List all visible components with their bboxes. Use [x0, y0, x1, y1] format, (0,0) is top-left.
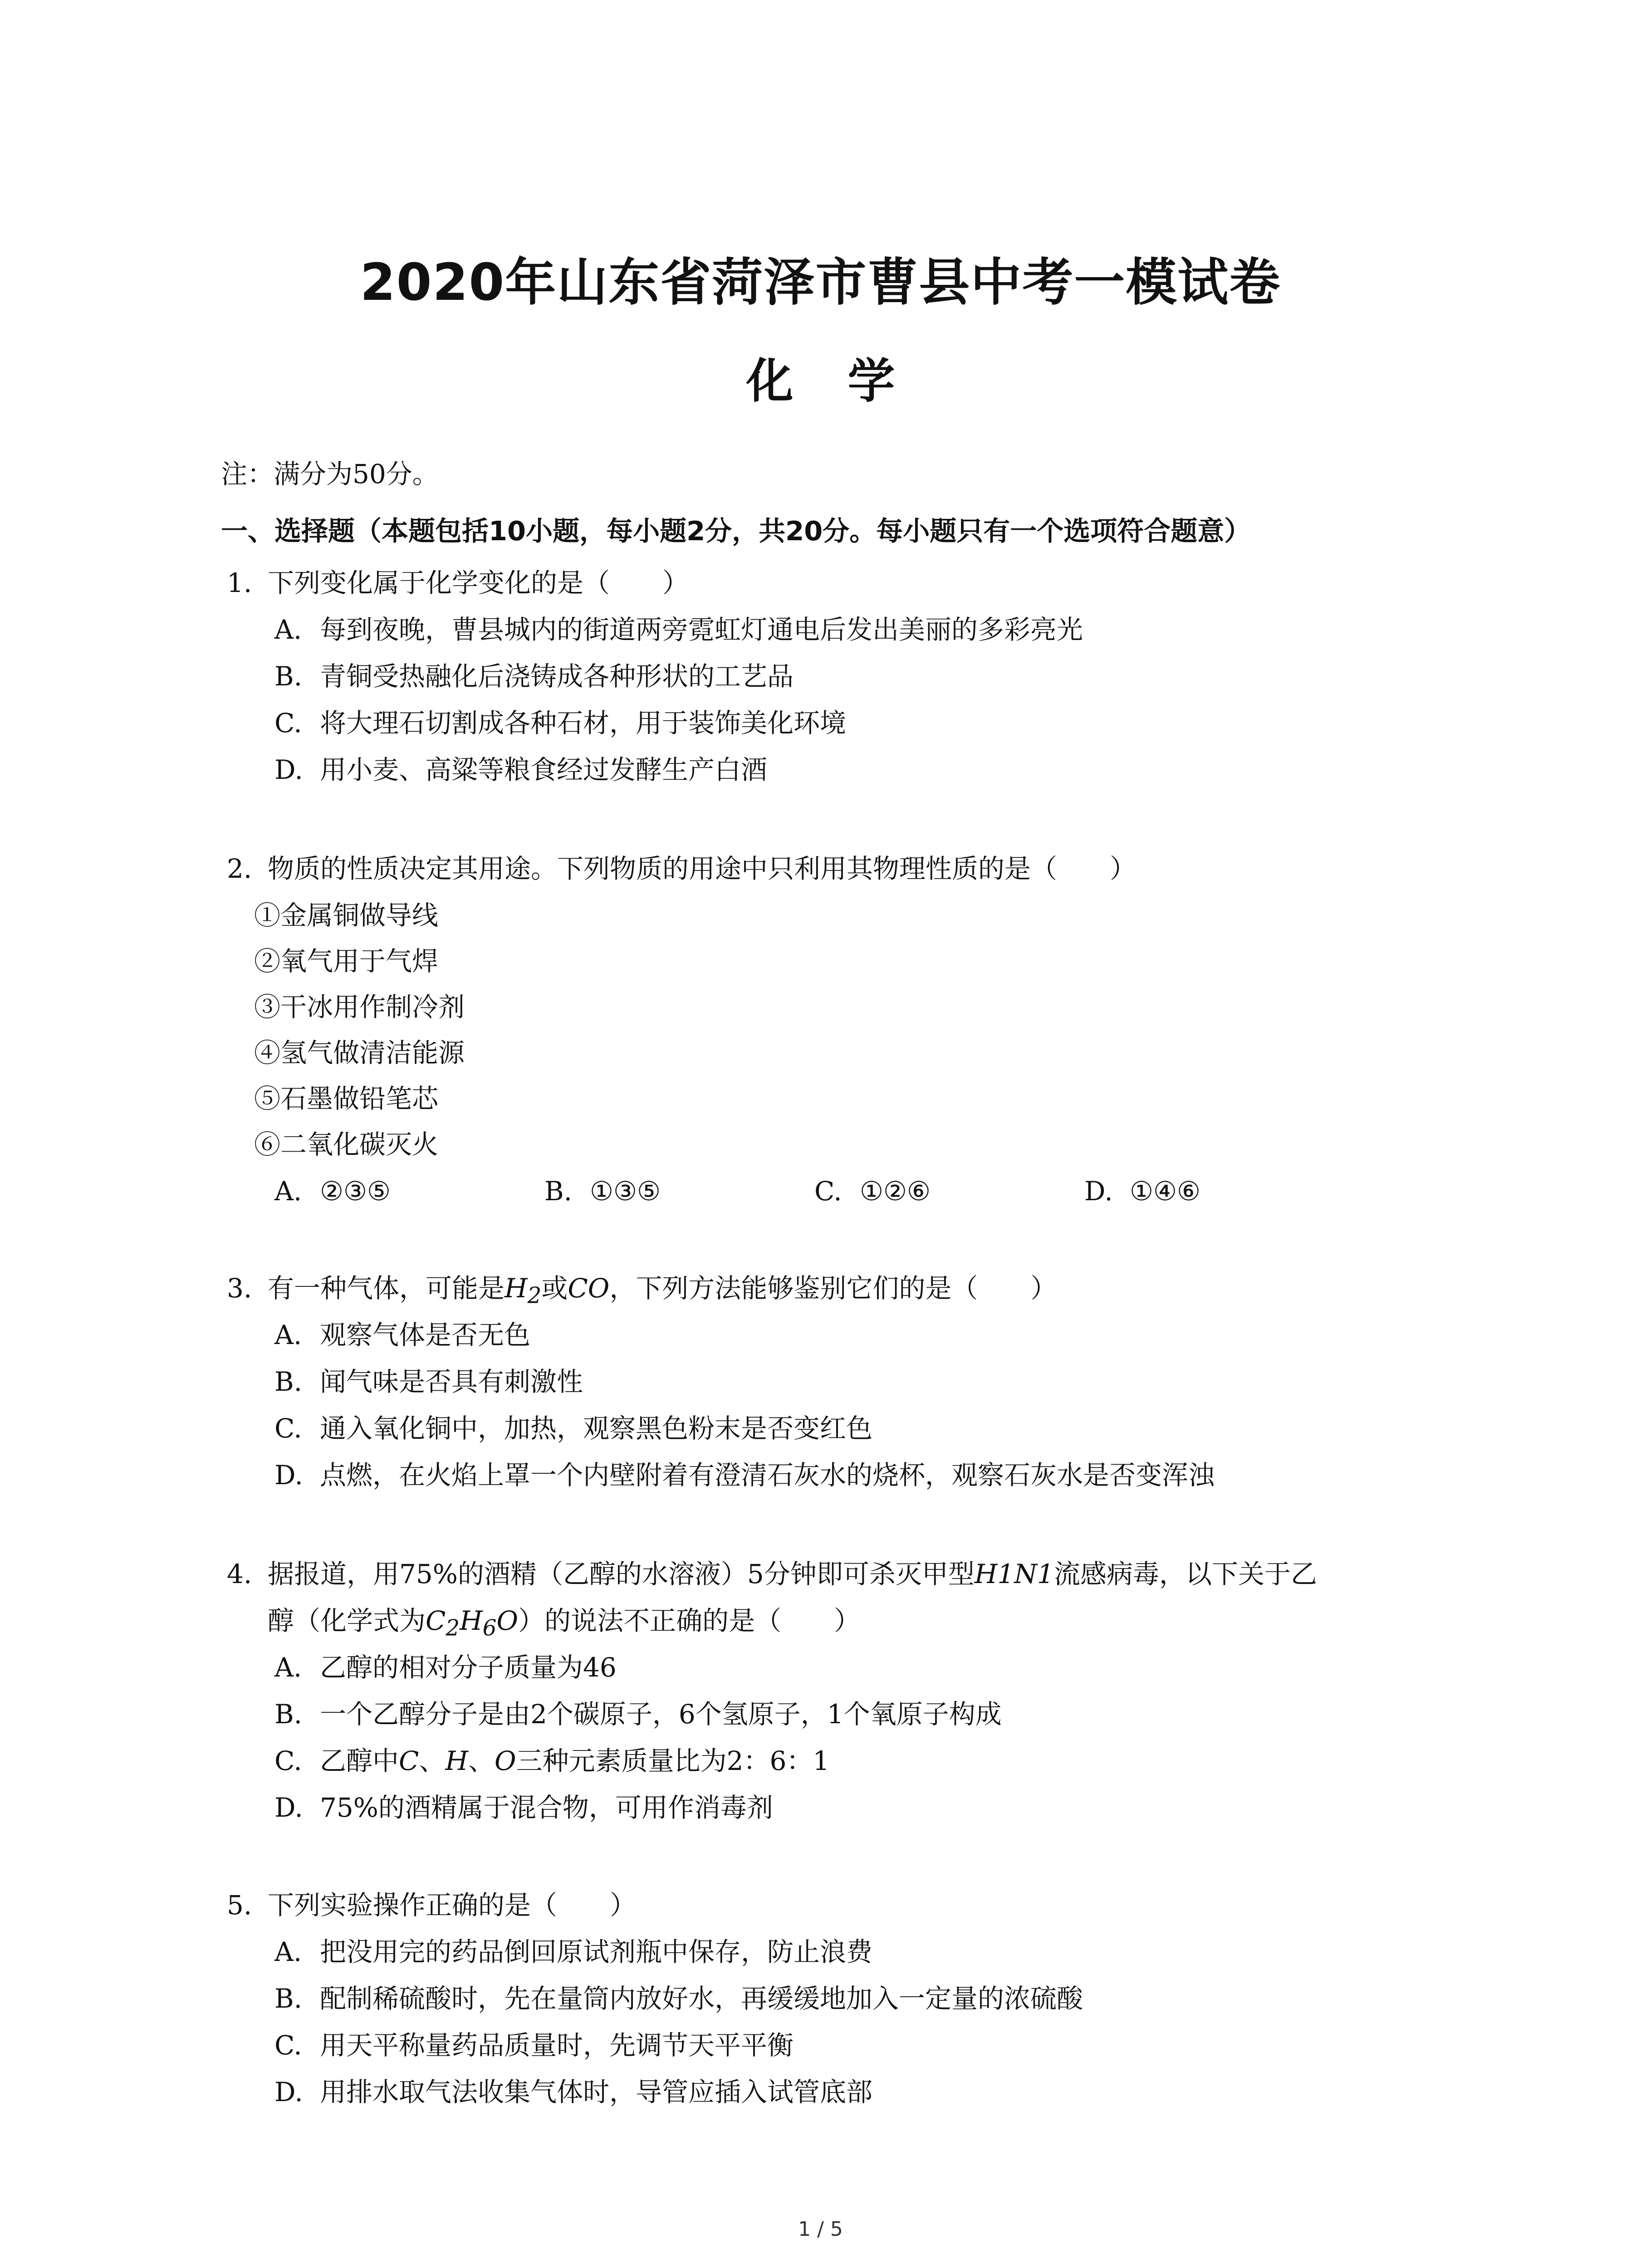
option-letter: B.: [274, 1983, 303, 2014]
option-letter: D.: [274, 2077, 303, 2107]
q2-item-1: ①金属铜做导线: [254, 900, 439, 931]
option-text: 用小麦、高粱等粮食经过发酵生产白酒: [320, 754, 768, 785]
option-letter: B.: [544, 1176, 573, 1207]
option-letter: B.: [274, 1699, 303, 1730]
q2-option-b: [544, 1168, 661, 1214]
subject-title: 化学: [746, 353, 950, 409]
option-letter: D.: [274, 754, 303, 785]
q4-option-b: [274, 1691, 1002, 1737]
option-text: 乙醇的相对分子质量为46: [320, 1652, 617, 1683]
option-text: 通入氧化铜中，加热，观察黑色粉末是否变红色: [320, 1413, 873, 1444]
question-number: 5.: [227, 1890, 252, 1921]
formula-subscript: 6: [482, 1615, 497, 1641]
q5-option-a: [274, 1929, 872, 1975]
page-number: 1 / 5: [798, 2218, 843, 2241]
option-text: 配制稀硫酸时，先在量筒内放好水，再缓缓地加入一定量的浓硫酸: [320, 1983, 1083, 2014]
q1-option-a: [274, 607, 1083, 652]
q4-option-c: [274, 1738, 829, 1784]
question-stem-post: ）的说法不正确的是（ ）: [518, 1605, 861, 1636]
q2-item-6: ⑥二氧化碳灭火: [254, 1129, 439, 1160]
option-letter: C.: [274, 1413, 302, 1444]
q5-option-b: [274, 1976, 1083, 2021]
option-letter: B.: [274, 661, 303, 692]
option-letter: A.: [274, 1652, 302, 1683]
option-letter: A.: [274, 614, 302, 645]
question-5: [227, 1882, 636, 1928]
question-4-line-1: [227, 1551, 1317, 1597]
question-number: 2.: [227, 853, 252, 884]
option-text: 点燃，在火焰上罩一个内壁附着有澄清石灰水的烧杯，观察石灰水是否变浑浊: [320, 1460, 1215, 1491]
option-letter: D.: [1084, 1176, 1113, 1207]
option-text: 一个乙醇分子是由2个碳原子，6个氢原子，1个氧原子构成: [320, 1699, 1002, 1730]
q3-option-a: [274, 1312, 530, 1358]
question-stem: 下列变化属于化学变化的是（ ）: [268, 567, 689, 598]
question-stem-pre: 醇（化学式为: [268, 1605, 426, 1636]
option-letter: A.: [274, 1936, 302, 1967]
option-text: ①②⑥: [860, 1176, 931, 1207]
option-text: 把没用完的药品倒回原试剂瓶中保存，防止浪费: [320, 1936, 873, 1967]
option-text: ②③⑤: [320, 1176, 391, 1207]
formula-symbol: C: [426, 1605, 446, 1636]
question-number: 1.: [227, 567, 252, 598]
option-text: 将大理石切割成各种石材，用于装饰美化环境: [320, 708, 847, 738]
q4-option-a: [274, 1645, 617, 1690]
option-text: 75%的酒精属于混合物，可用作消毒剂: [320, 1792, 773, 1823]
option-letter: C.: [274, 2030, 302, 2061]
exam-title: 2020年山东省菏泽市曹县中考一模试卷: [360, 253, 1281, 312]
formula-subscript: 2: [527, 1283, 542, 1309]
formula-symbol: H: [505, 1273, 528, 1304]
question-number: 3.: [227, 1273, 252, 1304]
option-text: 用天平称量药品质量时，先调节天平平衡: [320, 2030, 794, 2061]
option-text: 观察气体是否无色: [320, 1320, 531, 1350]
formula-ethanol: [426, 1605, 519, 1641]
question-stem-post: 流感病毒，以下关于乙: [1053, 1559, 1317, 1589]
element-h: H: [445, 1745, 469, 1776]
question-stem: 物质的性质决定其用途。下列物质的用途中只利用其物理性质的是（ ）: [268, 853, 1136, 884]
question-3: [227, 1266, 1057, 1319]
question-4-line-2: [268, 1598, 860, 1651]
formula-symbol: O: [496, 1605, 519, 1636]
q3-option-d: [274, 1452, 1215, 1498]
question-number: 4.: [227, 1559, 252, 1589]
formula-subscript: 2: [446, 1615, 460, 1641]
option-letter: D.: [274, 1460, 303, 1491]
element-c: C: [399, 1745, 419, 1776]
option-text: ①④⑥: [1130, 1176, 1200, 1207]
separator: 、: [468, 1745, 495, 1776]
score-note: 注：满分为50分。: [221, 459, 439, 489]
question-stem: 下列实验操作正确的是（ ）: [268, 1890, 637, 1921]
option-text-post: 三种元素质量比为2：6：1: [516, 1745, 830, 1776]
section-title: 一、选择题（本题包括10小题，每小题2分，共20分。每小题只有一个选项符合题意）: [221, 515, 1251, 547]
q2-item-3: ③干冰用作制冷剂: [254, 992, 465, 1022]
q1-option-d: [274, 747, 767, 792]
option-text: ①③⑤: [590, 1176, 661, 1207]
option-letter: A.: [274, 1320, 302, 1350]
option-letter: A.: [274, 1176, 302, 1207]
q2-item-2: ②氧气用于气焊: [254, 946, 439, 977]
question-2: [227, 846, 1136, 891]
virus-name: H1N1: [974, 1559, 1054, 1589]
q2-item-4: ④氢气做清洁能源: [254, 1037, 465, 1068]
question-stem-mid: 或: [541, 1273, 568, 1304]
q5-option-d: [274, 2069, 872, 2115]
q2-option-c: [814, 1168, 931, 1214]
element-o: O: [495, 1745, 516, 1776]
question-stem-pre: 有一种气体，可能是: [268, 1273, 505, 1304]
option-letter: D.: [274, 1792, 303, 1823]
formula-co: CO: [568, 1273, 610, 1304]
q2-option-d: [1084, 1168, 1200, 1214]
q2-item-5: ⑤石墨做铅笔芯: [254, 1083, 439, 1114]
q2-option-a: [274, 1168, 391, 1214]
q1-option-b: [274, 654, 794, 699]
q3-option-b: [274, 1359, 583, 1404]
q1-option-c: [274, 700, 846, 746]
option-letter: B.: [274, 1366, 303, 1397]
question-stem-pre: 据报道，用75%的酒精（乙醇的水溶液）5分钟即可杀灭甲型: [268, 1559, 975, 1589]
q4-option-d: [274, 1785, 773, 1830]
option-text-pre: 乙醇中: [320, 1745, 399, 1776]
option-letter: C.: [814, 1176, 842, 1207]
q3-option-c: [274, 1406, 872, 1451]
separator: 、: [419, 1745, 446, 1776]
option-text: 青铜受热融化后浇铸成各种形状的工艺品: [320, 661, 794, 692]
option-letter: C.: [274, 708, 302, 738]
question-stem-post: ，下列方法能够鉴别它们的是（ ）: [609, 1273, 1057, 1304]
q5-option-c: [274, 2023, 794, 2068]
formula-h2: [505, 1273, 542, 1309]
option-text: 每到夜晚，曹县城内的街道两旁霓虹灯通电后发出美丽的多彩亮光: [320, 614, 1083, 645]
option-text: 用排水取气法收集气体时，导管应插入试管底部: [320, 2077, 873, 2107]
option-letter: C.: [274, 1745, 302, 1776]
option-text: 闻气味是否具有刺激性: [320, 1366, 583, 1397]
formula-symbol: H: [460, 1605, 483, 1636]
question-1: [227, 560, 689, 606]
